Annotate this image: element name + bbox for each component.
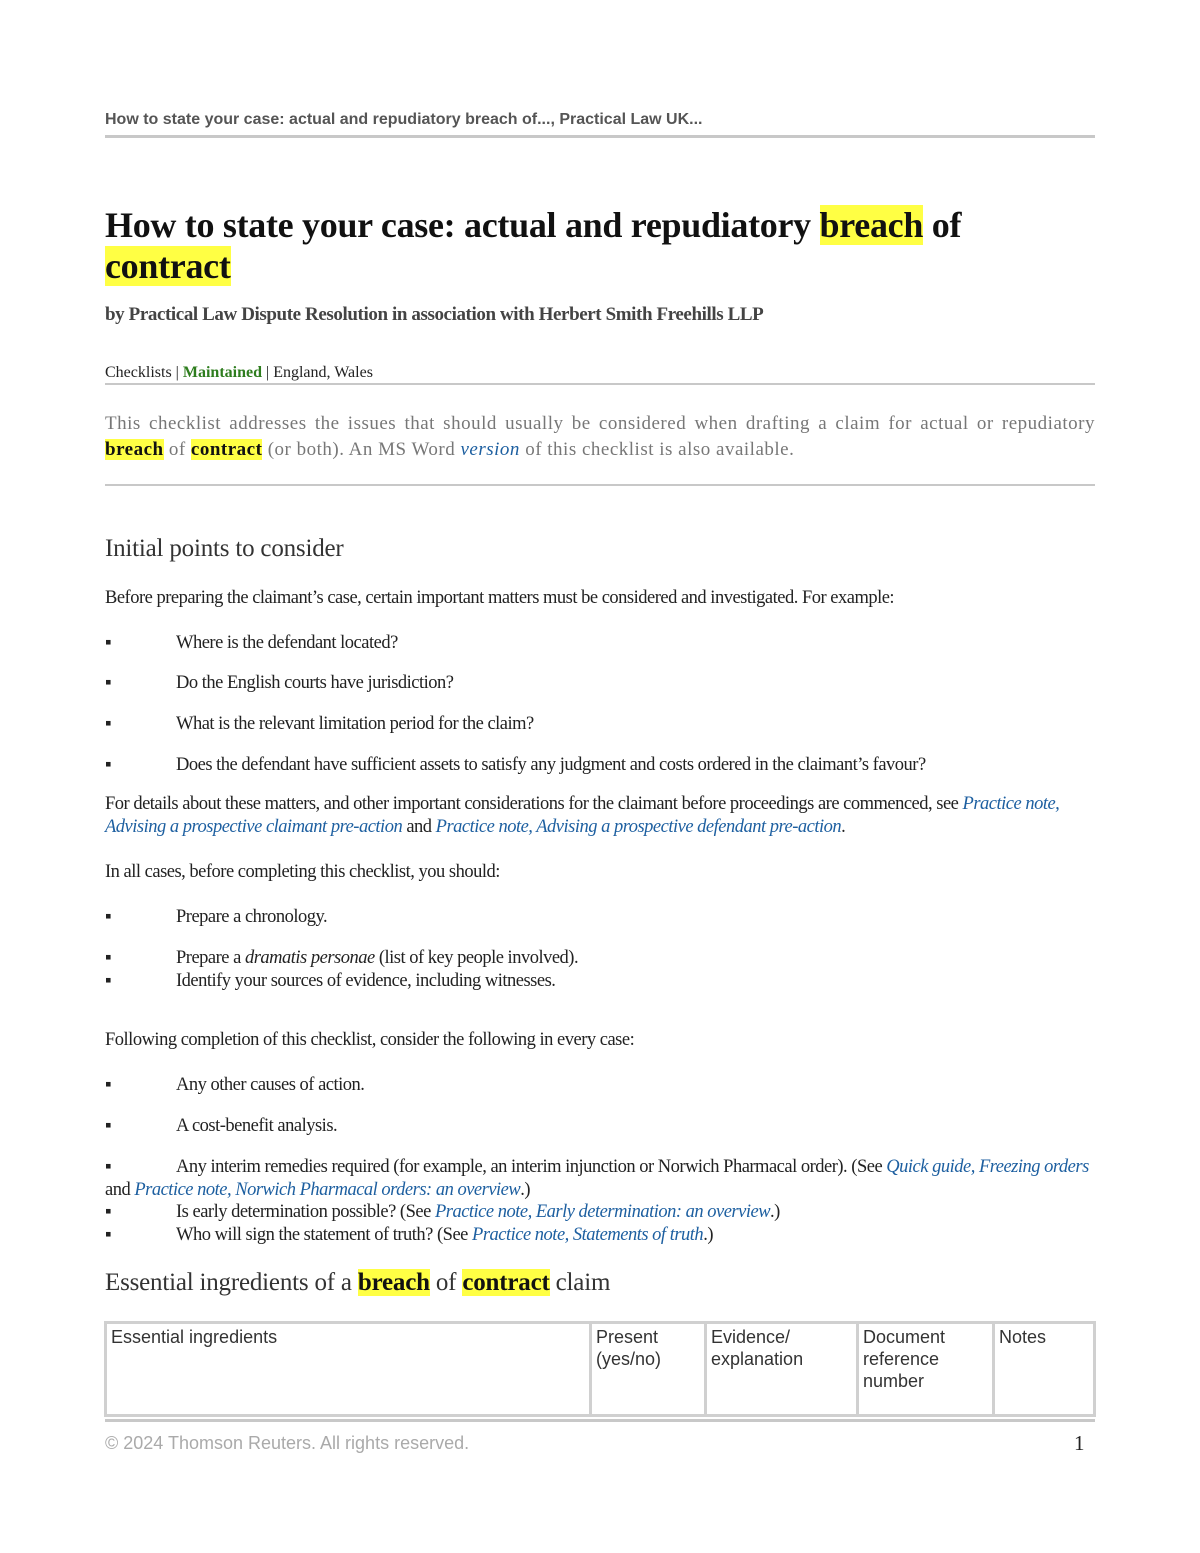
intro-paragraph: Before preparing the claimant’s case, certain important matters must be considered and investigated. For example:	[105, 588, 895, 608]
title-text: How to state your case: actual and repudiatory	[105, 205, 820, 245]
column-header: Essential ingredients	[106, 1323, 591, 1416]
highlight-breach: breach	[357, 1269, 430, 1296]
link-advising-claimant[interactable]: Practice note, Advising a prospective claimant pre-action	[105, 794, 1060, 837]
list-item	[105, 1201, 1095, 1224]
details-paragraph	[105, 793, 1095, 839]
copyright: © 2024 Thomson Reuters. All rights reserved.	[105, 1433, 470, 1453]
page-number: 1	[1074, 1431, 1085, 1455]
text: of	[429, 1269, 463, 1296]
list-item-text: A cost-benefit analysis.	[176, 1116, 338, 1136]
text: .)	[770, 1202, 780, 1222]
bullet-icon: ▪	[105, 673, 112, 693]
column-header: Document reference number	[858, 1323, 994, 1416]
column-header: Present (yes/no)	[591, 1323, 706, 1416]
abstract-divider	[105, 484, 1095, 486]
list-item-text: Do the English courts have jurisdiction?	[176, 673, 454, 693]
list-item	[105, 672, 1095, 695]
text: .)	[703, 1225, 713, 1245]
separator: |	[262, 364, 274, 381]
title-text: of	[923, 205, 962, 245]
ingredients-table	[104, 1321, 1096, 1417]
list-item	[105, 970, 1095, 993]
list-item	[105, 754, 1095, 777]
doc-type: Checklists	[105, 364, 172, 381]
bullet-icon: ▪	[105, 1202, 112, 1222]
text: and	[105, 1180, 135, 1200]
list-item	[105, 632, 1095, 655]
text: (or both). An MS Word	[262, 439, 461, 460]
text: of this checklist is also available.	[519, 439, 795, 460]
text: (list of key people involved).	[374, 948, 579, 968]
before-paragraph: In all cases, before completing this checklist, you should:	[105, 862, 500, 882]
link-norwich-pharmacal[interactable]: Practice note, Norwich Pharmacal orders: an overview	[134, 1180, 521, 1200]
meta-line	[105, 364, 1095, 382]
highlight-breach: breach	[105, 439, 164, 460]
highlight-contract: contract	[462, 1269, 550, 1296]
list-item	[105, 713, 1095, 736]
abstract	[105, 411, 1095, 463]
section-heading-essential-ingredients	[105, 1269, 1095, 1297]
text: and	[402, 817, 436, 837]
bullet-icon: ▪	[105, 971, 112, 991]
list-item	[105, 1074, 1095, 1097]
list-item-text	[105, 1224, 1095, 1247]
jurisdiction: England, Wales	[273, 364, 373, 381]
link-freezing-orders[interactable]: Quick guide, Freezing orders	[886, 1157, 1089, 1177]
header-divider	[105, 135, 1095, 138]
list-item-text: What is the relevant limitation period for the claim?	[176, 714, 534, 734]
list-item-text: Identify your sources of evidence, including witnesses.	[176, 971, 556, 991]
bullet-icon: ▪	[105, 1075, 112, 1095]
list-item-text: Any other causes of action.	[176, 1075, 365, 1095]
text: Prepare a	[176, 948, 245, 968]
text: of	[163, 439, 191, 460]
column-header: Evidence/ explanation	[706, 1323, 858, 1416]
text: Is early determination possible? (See	[176, 1202, 435, 1222]
footer-divider	[105, 1419, 1095, 1422]
running-header: How to state your case: actual and repudiatory breach of..., Practical Law UK...	[105, 111, 703, 128]
highlight-breach: breach	[819, 205, 924, 245]
bullet-icon: ▪	[105, 633, 112, 653]
separator: |	[171, 364, 183, 381]
table-header-row	[106, 1323, 1095, 1416]
bullet-icon: ▪	[105, 1225, 112, 1245]
column-header: Notes	[994, 1323, 1095, 1416]
bullet-icon: ▪	[105, 714, 112, 734]
following-paragraph: Following completion of this checklist, consider the following in every case:	[105, 1030, 635, 1050]
list-item	[105, 1115, 1095, 1138]
meta-divider	[105, 383, 1095, 385]
text: This checklist addresses the issues that should usually be considered when drafting a claim for actual or repudiatory	[105, 413, 1095, 434]
bullet-icon: ▪	[105, 948, 112, 968]
status-maintained: Maintained	[182, 364, 262, 381]
list-item-text	[105, 1201, 1095, 1224]
text: Who will sign the statement of truth? (See	[176, 1225, 473, 1245]
list-item-text: Does the defendant have sufficient assets to satisfy any judgment and costs ordered in the claimant’s favour?	[176, 755, 926, 775]
list-item	[105, 1156, 1095, 1202]
version-link[interactable]: version	[460, 439, 520, 460]
text: For details about these matters, and other important considerations for the claimant before proceedings are commenced, see	[105, 794, 963, 814]
text: .)	[520, 1180, 531, 1200]
text: Any interim remedies required (for example, an interim injunction or Norwich Pharmacal order). (See	[176, 1157, 887, 1177]
list-item-text: Prepare a chronology.	[176, 907, 328, 927]
text: claim	[549, 1269, 611, 1296]
bullet-icon: ▪	[105, 755, 112, 775]
byline: by Practical Law Dispute Resolution in association with Herbert Smith Freehills LLP	[105, 304, 764, 325]
list-item	[105, 947, 1095, 970]
list-item	[105, 906, 1095, 929]
list-item-text	[105, 1156, 1095, 1202]
page-title	[105, 205, 1095, 287]
link-statements-of-truth[interactable]: Practice note, Statements of truth	[472, 1225, 704, 1245]
bullet-icon: ▪	[105, 907, 112, 927]
list-item-text	[105, 947, 1095, 970]
section-heading-initial-points: Initial points to consider	[105, 535, 344, 562]
highlight-contract: contract	[190, 439, 263, 460]
text: .	[841, 817, 846, 837]
link-advising-defendant[interactable]: Practice note, Advising a prospective defendant pre-action	[435, 817, 842, 837]
link-early-determination[interactable]: Practice note, Early determination: an overview	[434, 1202, 771, 1222]
bullet-icon: ▪	[105, 1116, 112, 1136]
list-item-text: Where is the defendant located?	[176, 633, 398, 653]
highlight-contract: contract	[105, 246, 231, 286]
bullet-icon: ▪	[105, 1157, 112, 1177]
text-italic: dramatis personae	[244, 948, 375, 968]
list-item	[105, 1224, 1095, 1247]
text: Essential ingredients of a	[105, 1269, 358, 1296]
